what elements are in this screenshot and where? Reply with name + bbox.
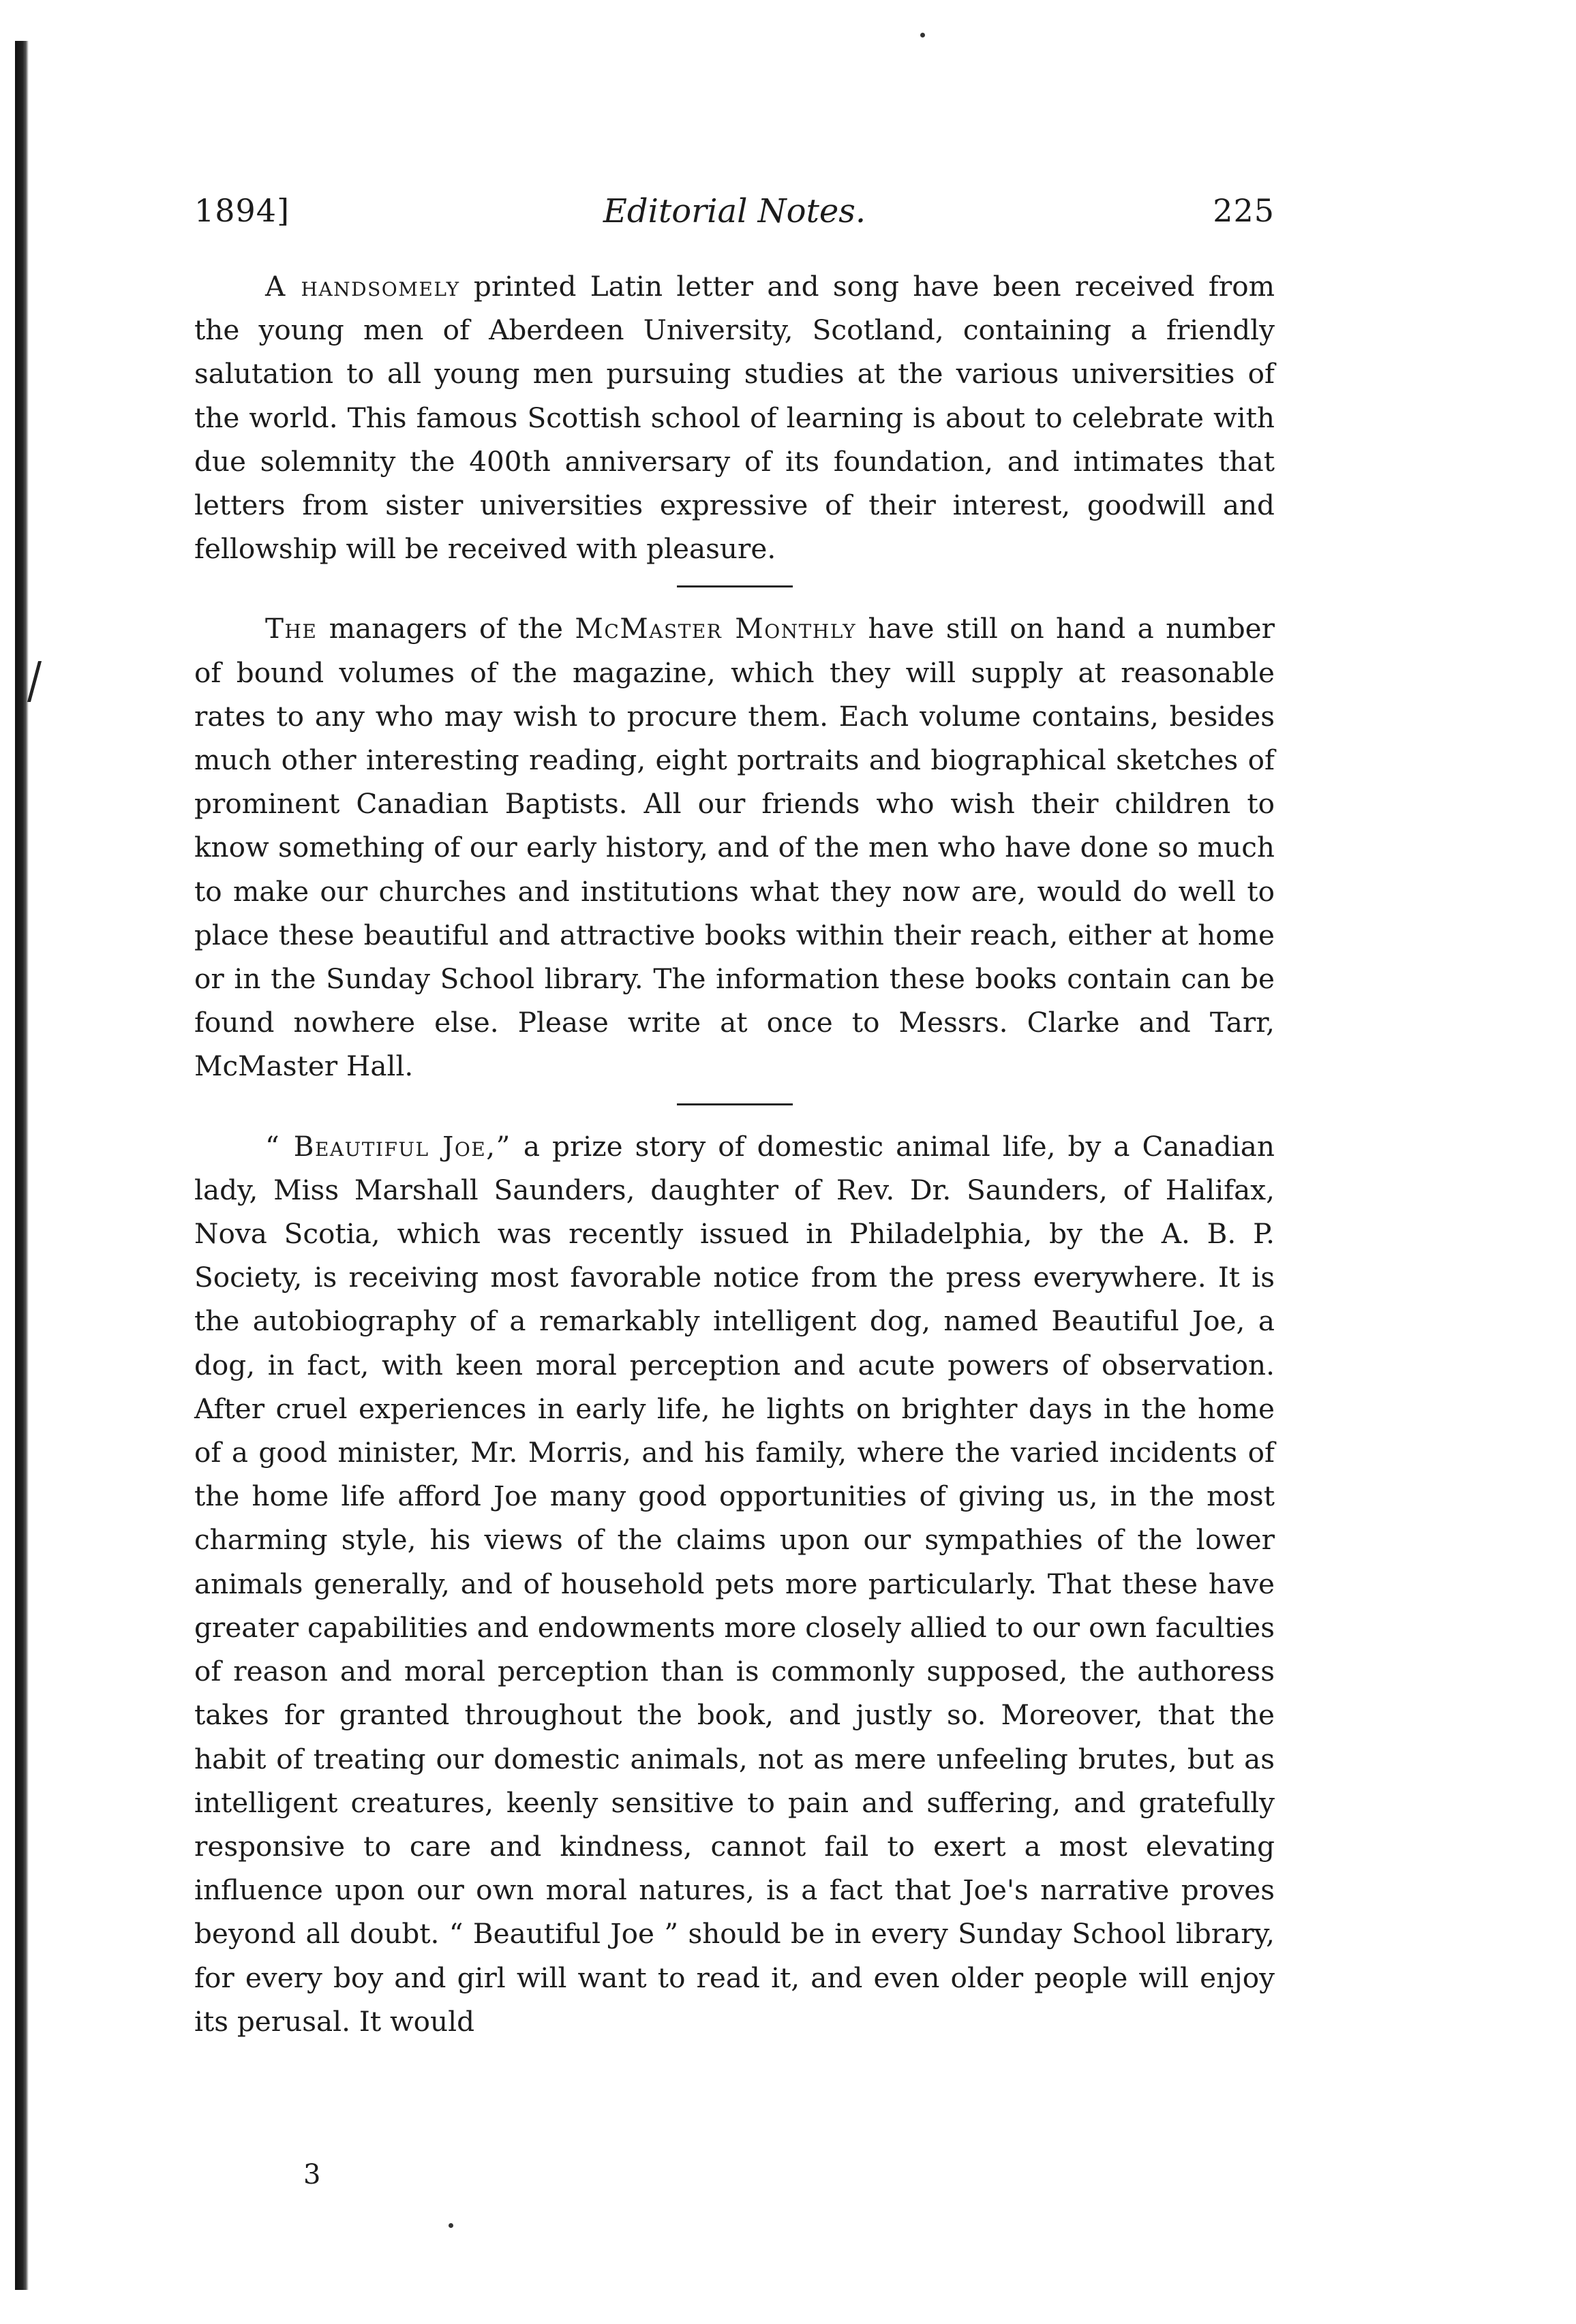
section-divider — [677, 585, 793, 587]
paragraph-text: printed Latin letter and song have been received from the young men of Aberdeen University, Scotland, containing a friendly salutation to all young men pursuing studies at the various universities of the world. This famous Scottish school of learning is about to celebrate with due solemnity the 400th anniversary of its foundation, and intimates that letters from sister universities expressive of their interest, goodwill and fellowship will be received with pleasure. — [194, 270, 1275, 566]
header-title: Editorial Notes. — [603, 192, 866, 230]
ink-speck — [920, 33, 925, 37]
paragraph-lead: The — [265, 612, 318, 645]
article-body — [194, 264, 1275, 2043]
signature-mark: 3 — [303, 2159, 321, 2190]
section-divider — [677, 1103, 793, 1105]
paragraph-text: a prize story of domestic animal life, by a Canadian lady, Miss Marshall Saunders, daughter of Rev. Dr. Saunders, of Halifax, Nova Scotia, which was recently issued in Philadelphia, by the A. B. P. Society, is receiving most favorable notice from the press everywhere. It is the autobiography of a remarkably intelligent dog, named Beautiful Joe, a dog, in fact, with keen moral perception and acute powers of observation. After cruel experiences in early life, he lights on brighter days in the home of a good minister, Mr. Morris, and his family, where the varied incidents of the home life afford Joe many good opportunities of giving us, in the most charming style, his views of the claims upon our sympathies of the lower animals generally, and of household pets more particularly. That these have greater capabilities and endowments more closely allied to our own faculties of reason and moral perception than is commonly supposed, the authoress takes for granted throughout the book, and justly so. Moreover, that the habit of treating our domestic animals, not as mere unfeeling brutes, but as intelligent creatures, keenly sensitive to pain and suffering, and gratefully responsive to care and kindness, cannot fail to exert a most elevating influence upon our own moral natures, is a fact that Joe's narrative proves beyond all doubt. “ Beautiful Joe ” should be in every Sunday School library, for every boy and girl will want to read it, and even older people will enjoy its perusal. It would — [194, 1129, 1275, 2038]
paragraph-lead: A handsomely — [265, 270, 460, 303]
paragraph-text: managers of the — [317, 612, 575, 645]
ink-speck — [449, 2223, 453, 2228]
paragraph-mcmaster — [194, 607, 1275, 1088]
paragraph-aberdeen — [194, 264, 1275, 570]
paragraph-lead: “ Beautiful Joe,” — [265, 1129, 511, 1163]
margin-mark — [27, 661, 58, 702]
paragraph-text: have still on hand a number of bound volumes of the magazine, which they will supply at reasonable rates to any who may wish to procure them. Each volume contains, besides much other interesting reading, eight portraits and biographical sketches of prominent Canadian Baptists. All our friends who wish their children to know something of our early history, and of the men who have done so much to make our churches and institutions what they now are, would do well to place these beautiful and attractive books within their reach, either at home or in the Sunday School library. The information these books contain can be found nowhere else. Please write at once to Messrs. Clarke and Tarr, McMaster Hall. — [194, 612, 1275, 1083]
header-year: 1894] — [194, 192, 290, 229]
page-number: 225 — [1213, 192, 1275, 229]
page-binding-edge — [15, 41, 29, 2290]
running-header — [194, 192, 1275, 240]
magazine-title: McMaster Monthly — [575, 612, 857, 645]
paragraph-beautiful-joe — [194, 1125, 1275, 2043]
